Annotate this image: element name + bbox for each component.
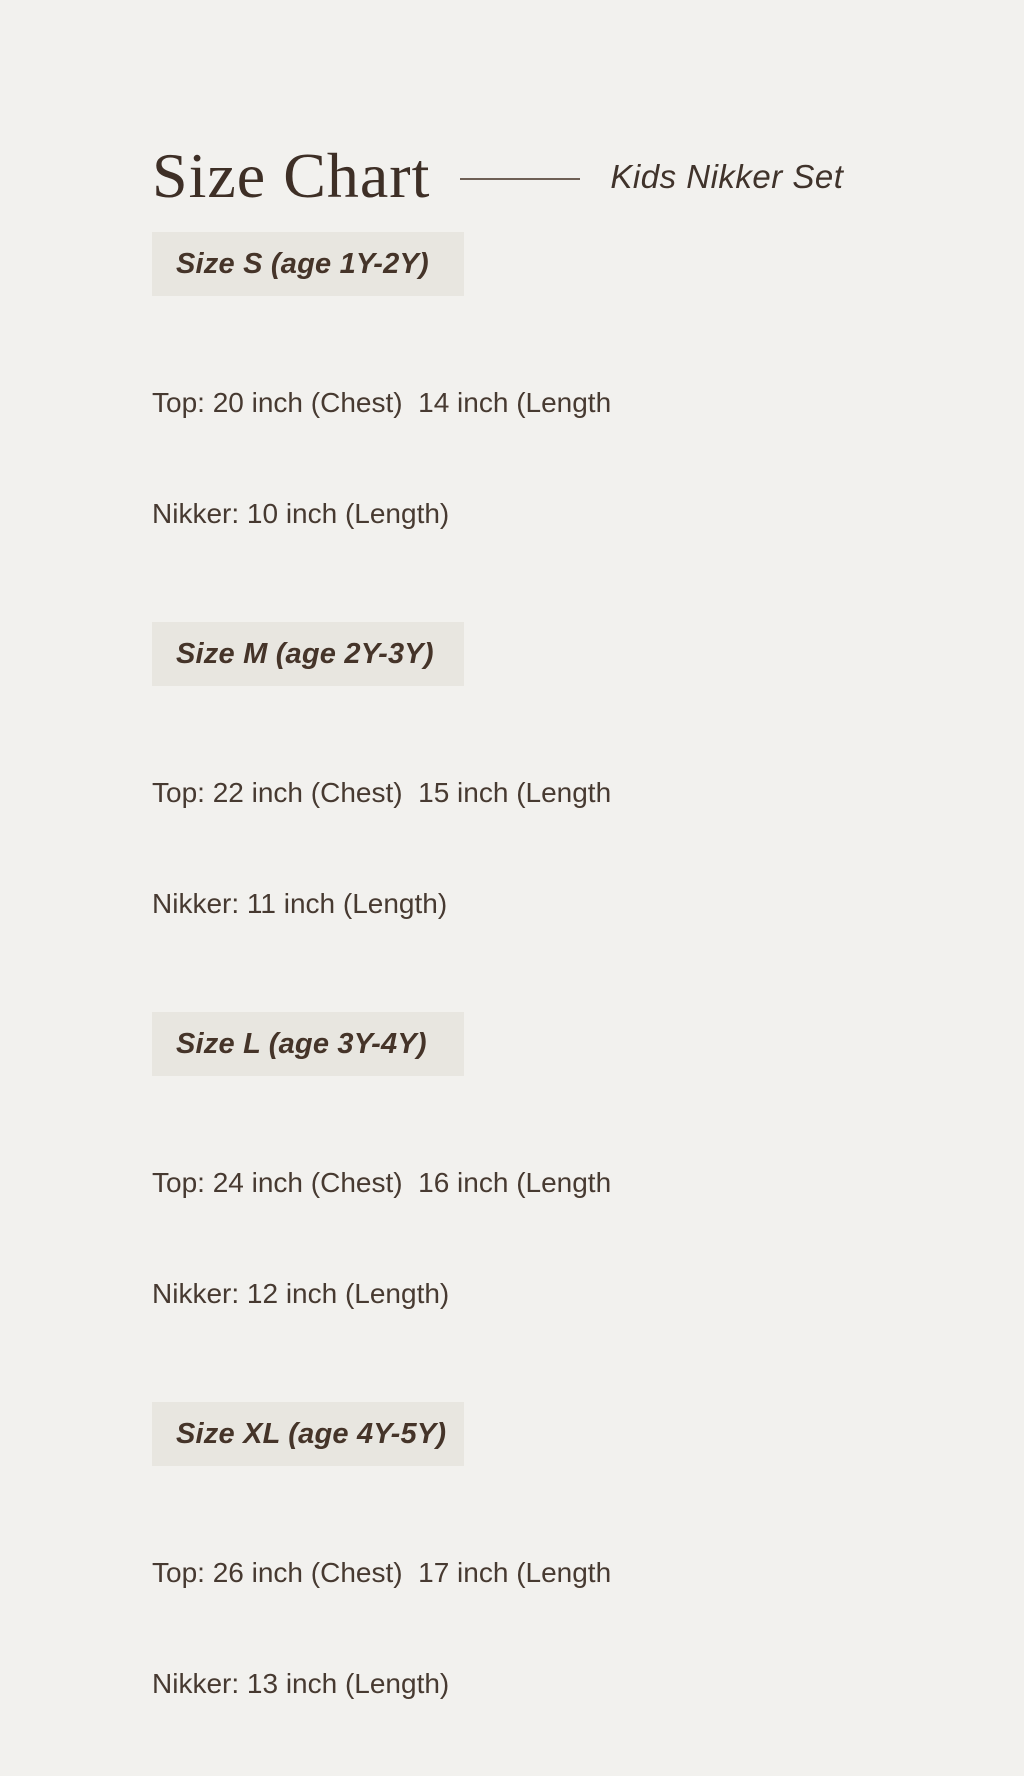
nikker-measurement-line: Nikker: 11 inch (Length) bbox=[152, 888, 448, 919]
measurements bbox=[152, 1480, 964, 1776]
top-measurement-line: Top: 20 inch (Chest) 14 inch (Length bbox=[152, 387, 612, 418]
nikker-measurement-line: Nikker: 12 inch (Length) bbox=[152, 1278, 450, 1309]
title-divider-line bbox=[460, 178, 580, 180]
nikker-measurement-line: Nikker: 13 inch (Length) bbox=[152, 1668, 450, 1699]
size-header-box bbox=[152, 232, 464, 296]
size-section-s bbox=[152, 232, 964, 606]
top-measurement-line: Top: 24 inch (Chest) 16 inch (Length bbox=[152, 1167, 612, 1198]
measurements bbox=[152, 310, 964, 606]
measurements bbox=[152, 700, 964, 996]
size-label: Size L (age 3Y-4Y) bbox=[176, 1027, 427, 1060]
size-section-l bbox=[152, 1012, 964, 1386]
size-header-box bbox=[152, 1012, 464, 1076]
page-subtitle: Kids Nikker Set bbox=[610, 158, 844, 195]
size-section-xl bbox=[152, 1402, 964, 1776]
size-header-box bbox=[152, 1402, 464, 1466]
top-measurement-line: Top: 22 inch (Chest) 15 inch (Length bbox=[152, 777, 612, 808]
page-title: Size Chart bbox=[152, 140, 431, 211]
size-label: Size XL (age 4Y-5Y) bbox=[176, 1417, 447, 1450]
measurements bbox=[152, 1090, 964, 1386]
size-label: Size M (age 2Y-3Y) bbox=[176, 637, 434, 670]
top-measurement-line: Top: 26 inch (Chest) 17 inch (Length bbox=[152, 1557, 612, 1588]
size-header-box bbox=[152, 622, 464, 686]
header bbox=[152, 140, 964, 212]
size-section-m bbox=[152, 622, 964, 996]
nikker-measurement-line: Nikker: 10 inch (Length) bbox=[152, 498, 450, 529]
size-label: Size S (age 1Y-2Y) bbox=[176, 247, 429, 280]
